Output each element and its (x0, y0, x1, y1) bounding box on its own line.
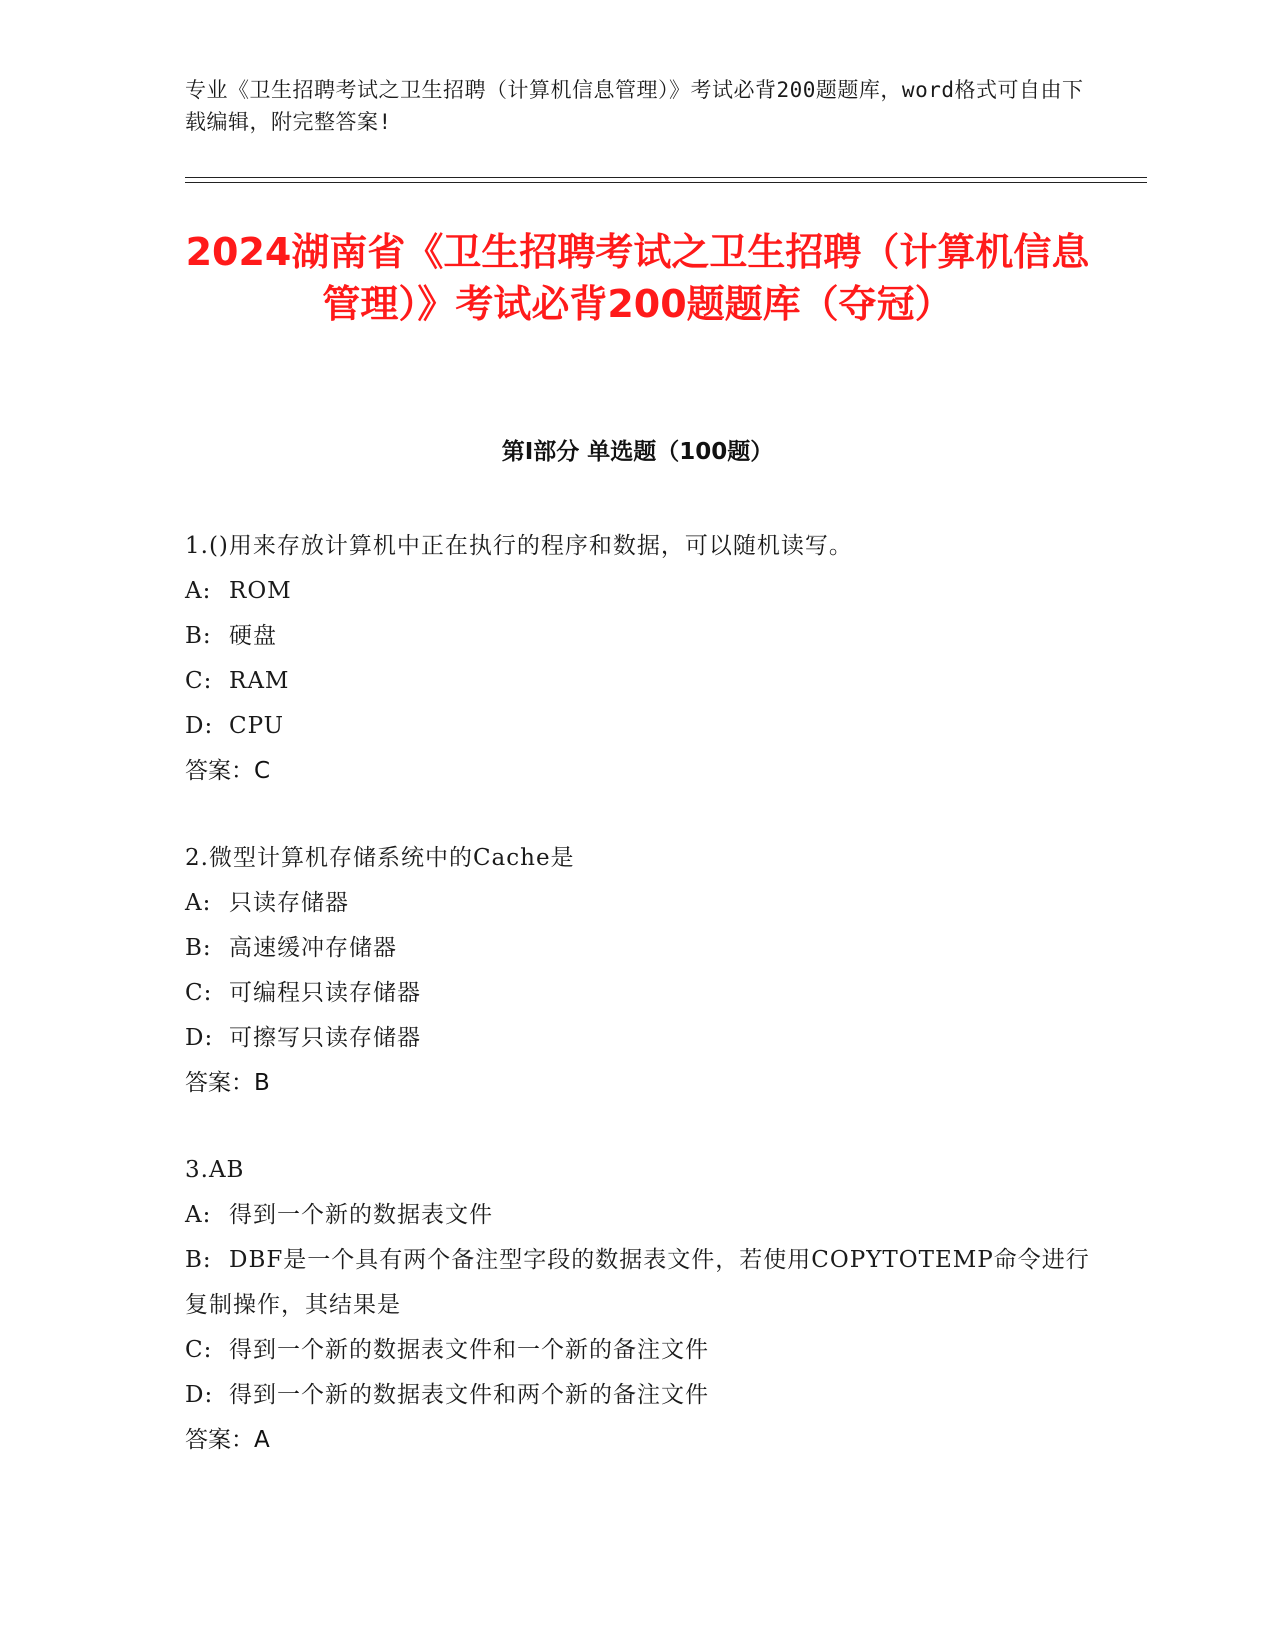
question-option (185, 1193, 1090, 1238)
option-key: A: (185, 578, 212, 604)
header-divider-secondary (185, 182, 1147, 183)
question-answer: 答案：C (185, 758, 271, 784)
option-text: 得到一个新的数据表文件 (229, 1202, 493, 1228)
option-text: DBF是一个具有两个备注型字段的数据表文件，若使用COPYTOTEMP命令进行复制操作，其结果是 (185, 1247, 1090, 1318)
question-item (185, 1148, 1090, 1463)
option-text: RAM (229, 668, 290, 694)
header-divider (185, 177, 1147, 178)
question-option (185, 1328, 1090, 1373)
option-text: ROM (229, 578, 292, 604)
option-text: 得到一个新的数据表文件和一个新的备注文件 (229, 1337, 709, 1363)
option-text: 得到一个新的数据表文件和两个新的备注文件 (229, 1382, 709, 1408)
question-list (185, 524, 1090, 1505)
question-option (185, 1373, 1090, 1418)
question-answer: 答案：B (185, 1070, 270, 1096)
header-note: 专业《卫生招聘考试之卫生招聘（计算机信息管理）》考试必背200题题库，word格式可自由下载编辑，附完整答案! (185, 78, 1084, 134)
option-key: D: (185, 1382, 214, 1408)
question-option (185, 614, 1090, 659)
option-key: D: (185, 713, 214, 739)
option-key: A: (185, 1202, 212, 1228)
option-key: A: (185, 890, 212, 916)
question-stem: 3.AB (185, 1157, 245, 1183)
option-key: C: (185, 1337, 213, 1363)
option-key: B: (185, 935, 212, 961)
option-text: 可擦写只读存储器 (229, 1025, 421, 1051)
question-stem: 2.微型计算机存储系统中的Cache是 (185, 845, 575, 871)
question-stem: 1.()用来存放计算机中正在执行的程序和数据，可以随机读写。 (185, 533, 853, 559)
question-option (185, 971, 1090, 1016)
question-item (185, 836, 1090, 1106)
question-option (185, 926, 1090, 971)
question-option (185, 659, 1090, 704)
section-title: 第Ⅰ部分 单选题（100题） (501, 439, 774, 465)
option-text: 可编程只读存储器 (229, 980, 421, 1006)
option-text: 硬盘 (229, 623, 277, 649)
option-text: 只读存储器 (229, 890, 349, 916)
option-text: CPU (229, 713, 285, 739)
question-option (185, 569, 1090, 614)
option-key: C: (185, 668, 213, 694)
option-key: B: (185, 623, 212, 649)
option-text: 高速缓冲存储器 (229, 935, 397, 961)
question-option (185, 1238, 1090, 1328)
document-title: 2024湖南省《卫生招聘考试之卫生招聘（计算机信息管理）》考试必背200题题库（夺冠） (185, 230, 1090, 326)
option-key: B: (185, 1247, 212, 1273)
question-answer: 答案：A (185, 1427, 270, 1453)
question-item (185, 524, 1090, 794)
option-key: D: (185, 1025, 214, 1051)
option-key: C: (185, 980, 213, 1006)
question-option (185, 881, 1090, 926)
question-option (185, 704, 1090, 749)
question-option (185, 1016, 1090, 1061)
